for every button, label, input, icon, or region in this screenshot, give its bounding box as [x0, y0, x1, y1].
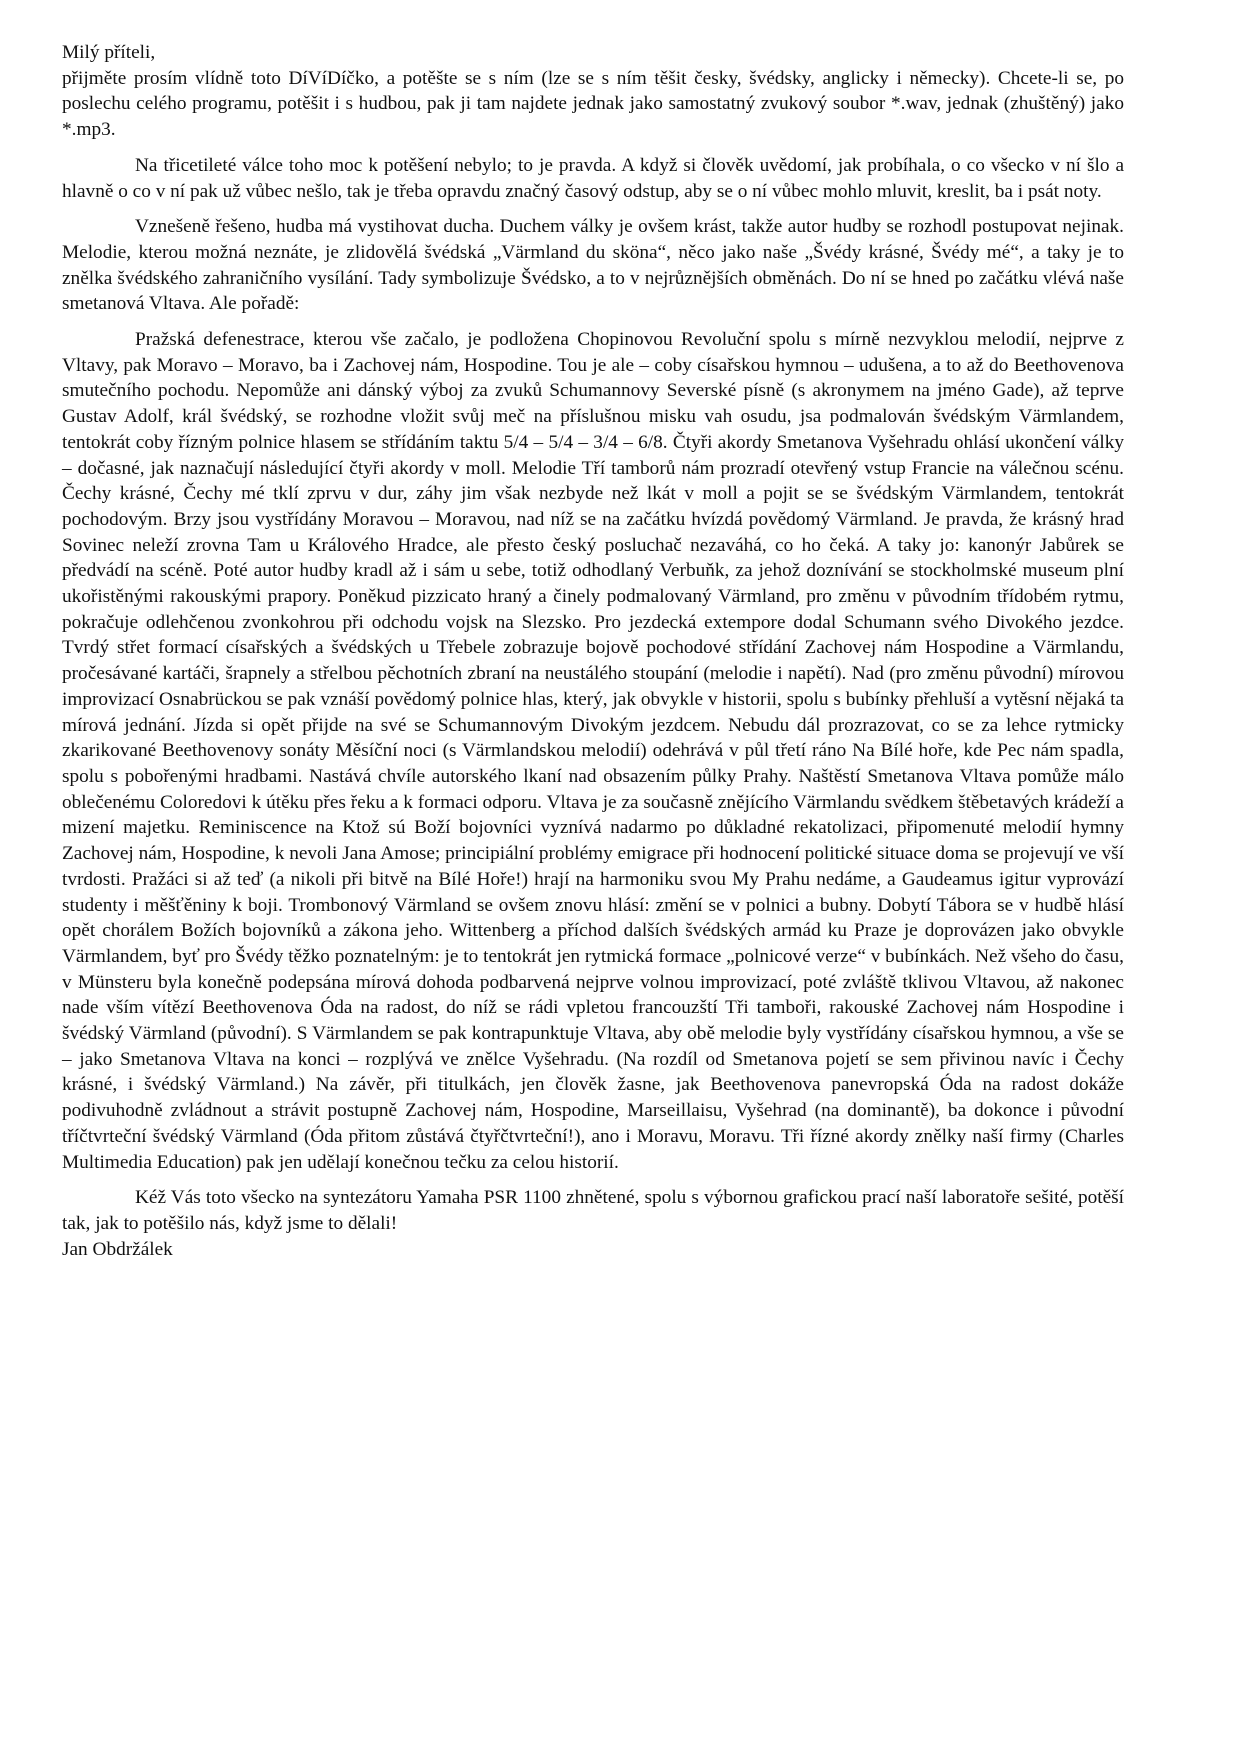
paragraph-intro: přijměte prosím vlídně toto DíVíDíčko, a potěšte se s ním (lze se s ním těšit česky, švédsky, anglicky i německy). Chcete-li se, po poslechu celého programu, potěšit i s hudbou, pak ji tam najdete jednak jako samostatný zvukový soubor *.wav, jednak (zhuštěný) jako *.mp3. — [62, 67, 1124, 141]
signature: Jan Obdržálek — [62, 1238, 173, 1260]
paragraph-war: Na třicetileté válce toho moc k potěšení nebylo; to je pravda. A když si člověk uvědomí, jak probíhala, o co všecko v ní šlo a hlavně o co v ní pak už vůbec nešlo, tak je třeba opravdu značný časový odstup, aby se o ní vůbec mohlo mluvit, kreslit, ba i psát noty. — [62, 154, 1124, 202]
salutation: Milý příteli, — [62, 42, 156, 63]
paragraph-closing: Kéž Vás toto všecko na syntezátoru Yamaha PSR 1100 zhnětené, spolu s výbornou grafickou prací naší laboratoře sešité, potěší tak, jak to potěšilo nás, když jsme to dělali! — [62, 1187, 1124, 1234]
paragraph-melody: Vznešeně řešeno, hudba má vystihovat ducha. Duchem války je ovšem krást, takže autor hudby se rozhodl postupovat nejinak. Melodie, kterou možná neznáte, je zlidovělá švédská „Värmland du sköna“, něco jako naše „Švédy krásné, Švédy mé“, a taky je to znělka švédského zahraničního vysílání. Tady symbolizuje Švédsko, a to v nejrůznějších obměnách. Do ní se hned po začátku vlévá naše smetanová Vltava. Ale pořadě: — [62, 216, 1124, 315]
letter-page — [62, 40, 1124, 1262]
paragraph-story: Pražská defenestrace, kterou vše začalo, je podložena Chopinovou Revoluční spolu s mírně nezvyklou melodií, nejprve z Vltavy, pak Moravo – Moravo, ba i Zachovej nám, Hospodine. Tou je ale – coby císařskou hymnou – udušena, a to až do Beethovenova smutečního pochodu. Nepomůže ani dánský výboj za zvuků Schumannovy Severské písně (s akronymem na jméno Gade), až teprve Gustav Adolf, král švédský, se rozhodne vložit svůj meč na příslušnou misku vah osudu, jsa podmalován švédským Värmlandem, tentokrát coby řízným polnice hlasem se střídáním taktu 5/4 – 5/4 – 3/4 – 6/8. Čtyři akordy Smetanova Vyšehradu ohlásí ukončení války – dočasné, jak naznačují následující čtyři akordy v moll. Melodie Tří tamborů nám prozradí otevřený vstup Francie na válečnou scénu. Čechy krásné, Čechy mé tklí zprvu v dur, záhy jim však nezbyde než lkát v moll a pojit se se švédským Värmlandem, tentokrát pochodovým. Brzy jsou vystřídány Moravou – Moravou, nad níž se na začátku hvízdá povědomý Värmland. Je pravda, že krásný hrad Sovinec neleží zrovna Tam u Králového Hradce, ale přesto český posluchač nezaváhá, co ho čeká. A taky jo: kanonýr Jabůrek se předvádí na scéně. Poté autor hudby kradl až i sám u sebe, totiž odhodlaný Verbuňk, za jehož doznívání se stockholmské museum plní ukořistěnými rakouskými prapory. Poněkud pizzicato hraný a činely podmalovaný Värmland, pro změnu v původním třídobém rytmu, pokračuje odlehčenou zvonkohrou při odchodu vojsk na Slezsko. Pro jezdecká extempore dodal Schumann svého Divokého jezdce. Tvrdý střet formací císařských a švédských u Třebele zobrazuje bojově pochodové střídání Zachovej nám Hospodine a Värmlandu, pročesávané kartáči, šrapnely a střelbou pěchotních zbraní na neustálého stoupání (melodie i napětí). Nad (pro změnu původní) mírovou improvizací Osnabrückou se pak vznáší povědomý polnice hlas, který, jak obvykle v historii, spolu s bubínky přehluší a vytěsní nějaká ta mírová jednání. Jízda si opět přijde na své se Schumannovým Divokým jezdcem. Nebudu dál prozrazovat, co se za lehce rytmicky zkarikované Beethovenovy sonáty Měsíční noci (s Värmlandskou melodií) odehrává v půl třetí ráno Na Bílé hoře, kde Pec nám spadla, spolu s pobořenými hradbami. Nastává chvíle autorského lkaní nad obsazením půlky Prahy. Naštěstí Smetanova Vltava pomůže málo oblečenému Coloredovi k útěku přes řeku a k formaci odporu. Vltava je za současně znějícího Värmlandu svědkem štěbetavých krádeží a mizení majetku. Reminiscence na Ktož sú Boží bojovníci vyznívá nadarmo po důkladné rekatolizaci, připomenuté melodií hymny Zachovej nám, Hospodine, k nevoli Jana Amose; principiální problémy emigrace při hodnocení politické situace doma se projevují ve vší tvrdosti. Pražáci si až teď (a nikoli při bitvě na Bílé Hoře!) hrají na harmoniku svou My Prahu nedáme, a Gaudeamus igitur vyprovází studenty i měšťěniny k boji. Trombonový Värmland se ovšem znovu hlásí: změní se v polnici a bubny. Dobytí Tábora se v hudbě hlásí opět chorálem Božích bojovníků a zákona jeho. Wittenberg a příchod dalších švédských armád ku Praze je doprovázen jako obvykle Värmlandem, byť pro Švédy těžko poznatelným: je to tentokrát jen rytmická formace „polnicové verze“ v bubínkách. Než všeho do času, v Münsteru byla konečně podepsána mírová dohoda podbarvená nejprve volnou improvizací, poté zvláště tklivou Vltavou, až nakonec nade vším vítězí Beethovenova Óda na radost, do níž se rádi vpletou francouzští Tři tamboři, rakouské Zachovej nám Hospodine i švédský Värmland (původní). S Värmlandem se pak kontrapunktuje Vltava, aby obě melodie byly vystřídány císařskou hymnou, a vše se – jako Smetanova Vltava na konci – rozplývá ve znělce Vyšehradu. (Na rozdíl od Smetanova pojetí se sem přivinou navíc i Čechy krásné, i švédský Värmland.) Na závěr, při titulkách, jen člověk žasne, jak Beethovenova panevropská Óda na radost dokáže podivuhodně zvládnout a strávit postupně Zachovej nám, Hospodine, Marseillaisu, Vyšehrad (na dominantě), ba dokonce i původní tříčtvrteční švédský Värmland (Óda přitom zůstává čtyřčtvrteční!), ano i Moravu, Moravu. Tři řízné akordy znělky naší firmy (Charles Multimedia Education) pak jen udělají konečnou tečku za celou historií. — [62, 329, 1124, 1173]
